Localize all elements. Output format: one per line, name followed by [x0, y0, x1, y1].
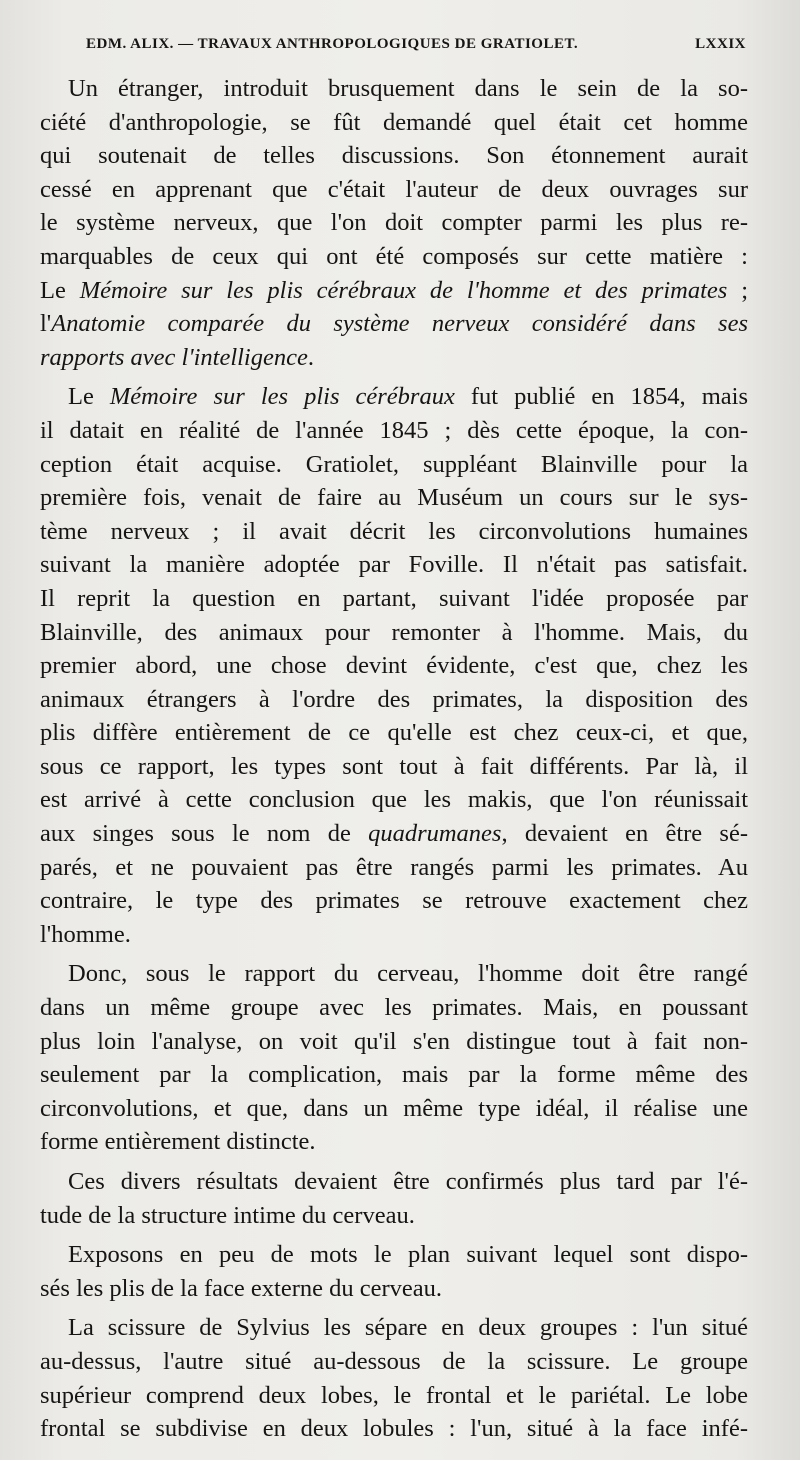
text-line: Un étranger, introduit brusquement dans le sein de la so- [68, 75, 748, 102]
text-line: Il reprit la question en partant, suivant l'idée proposée par [40, 584, 748, 612]
body-text [40, 72, 748, 1446]
text-line: plis diffère entièrement de ce qu'elle est chez ceux-ci, et que, [40, 719, 748, 747]
text-line: tude de la structure intime du cerveau. [40, 1201, 415, 1229]
text-line: tème nerveux ; il avait décrit les circonvolutions humaines [40, 517, 748, 545]
text-line: supérieur comprend deux lobes, le frontal et le pariétal. Le lobe [40, 1381, 748, 1409]
text-line: qui soutenait de telles discussions. Son étonnement aurait [40, 142, 748, 170]
italic-term: Mémoire sur les plis cérébraux [109, 383, 455, 411]
text-line: Le Mémoire sur les plis cérébraux fut publié en 1854, mais [68, 383, 748, 411]
italic-term: Anatomie comparée du système nerveux considéré dans ses [51, 310, 748, 338]
text-line: marquables de ceux qui ont été composés sur cette matière : [40, 242, 748, 270]
text-line: dans un même groupe avec les primates. Mais, en poussant [40, 994, 748, 1022]
text-line: Ces divers résultats devaient être confirmés plus tard par l'é- [68, 1168, 748, 1195]
text-line: première fois, venait de faire au Muséum un cours sur le sys- [40, 484, 748, 512]
italic-term: quadrumanes [368, 820, 502, 848]
text-line: seulement par la complication, mais par la forme même des [40, 1061, 748, 1089]
text-line: parés, et ne pouvaient pas être rangés parmi les primates. Au [40, 853, 748, 881]
paragraph-2 [40, 380, 748, 951]
text-line: contraire, le type des primates se retrouve exactement chez [40, 887, 748, 915]
text-line: cessé en apprenant que c'était l'auteur de deux ouvrages sur [40, 175, 748, 203]
paragraph-1 [40, 72, 748, 374]
text-line: il datait en réalité de l'année 1845 ; dès cette époque, la con- [40, 416, 748, 444]
text-line: au-dessus, l'autre situé au-dessous de la scissure. Le groupe [40, 1347, 748, 1375]
text-line: suivant la manière adoptée par Foville. Il n'était pas satisfait. [40, 551, 748, 579]
text-line: ception était acquise. Gratiolet, suppléant Blainville pour la [40, 450, 748, 478]
text-line: Donc, sous le rapport du cerveau, l'homme doit être rangé [68, 960, 748, 988]
text-line: sés les plis de la face externe du cerveau. [40, 1274, 443, 1302]
text-line: Exposons en peu de mots le plan suivant lequel sont dispo- [68, 1241, 748, 1269]
paragraph-6 [40, 1311, 748, 1445]
italic-term: Mémoire sur les plis cérébraux de l'homme et des primates [79, 276, 728, 304]
text-line: le système nerveux, que l'on doit compter parmi les plus re- [40, 209, 748, 237]
text-line: La scissure de Sylvius les sépare en deux groupes : l'un situé [68, 1314, 748, 1342]
paragraph-4 [40, 1165, 748, 1232]
text-line: forme entièrement distincte. [40, 1128, 316, 1156]
text-line: l'homme. [40, 920, 131, 948]
text-line: rapports avec l'intelligence. [40, 343, 314, 371]
text-line: est arrivé à cette conclusion que les makis, que l'on réunissait [40, 786, 748, 814]
text-line: plus loin l'analyse, on voit qu'il s'en distingue tout à fait non- [40, 1027, 748, 1055]
text-line: l'Anatomie comparée du système nerveux considéré dans ses [40, 310, 748, 338]
text-line: premier abord, une chose devint évidente, c'est que, chez les [40, 652, 748, 680]
paragraph-5 [40, 1238, 748, 1305]
text-line: Le Mémoire sur les plis cérébraux de l'homme et des primates ; [40, 276, 749, 304]
text-line: Blainville, des animaux pour remonter à l'homme. Mais, du [40, 618, 748, 646]
text-line: ciété d'anthropologie, se fût demandé quel était cet homme [40, 108, 748, 136]
italic-term: rapports avec l'intelligence [40, 343, 308, 371]
page-number: LXXIX [695, 36, 746, 52]
text-line: sous ce rapport, les types sont tout à fait différents. Par là, il [40, 752, 748, 780]
text-line: frontal se subdivise en deux lobules : l'un, situé à la face infé- [40, 1415, 748, 1443]
text-line: aux singes sous le nom de quadrumanes, devaient en être sé- [40, 820, 748, 848]
paragraph-3 [40, 957, 748, 1159]
text-line: circonvolutions, et que, dans un même type idéal, il réalise une [40, 1094, 748, 1122]
running-head-title: EDM. ALIX. — TRAVAUX ANTHROPOLOGIQUES DE GRATIOLET. [86, 36, 579, 52]
running-head [86, 36, 746, 58]
text-line: animaux étrangers à l'ordre des primates, la disposition des [40, 685, 748, 713]
